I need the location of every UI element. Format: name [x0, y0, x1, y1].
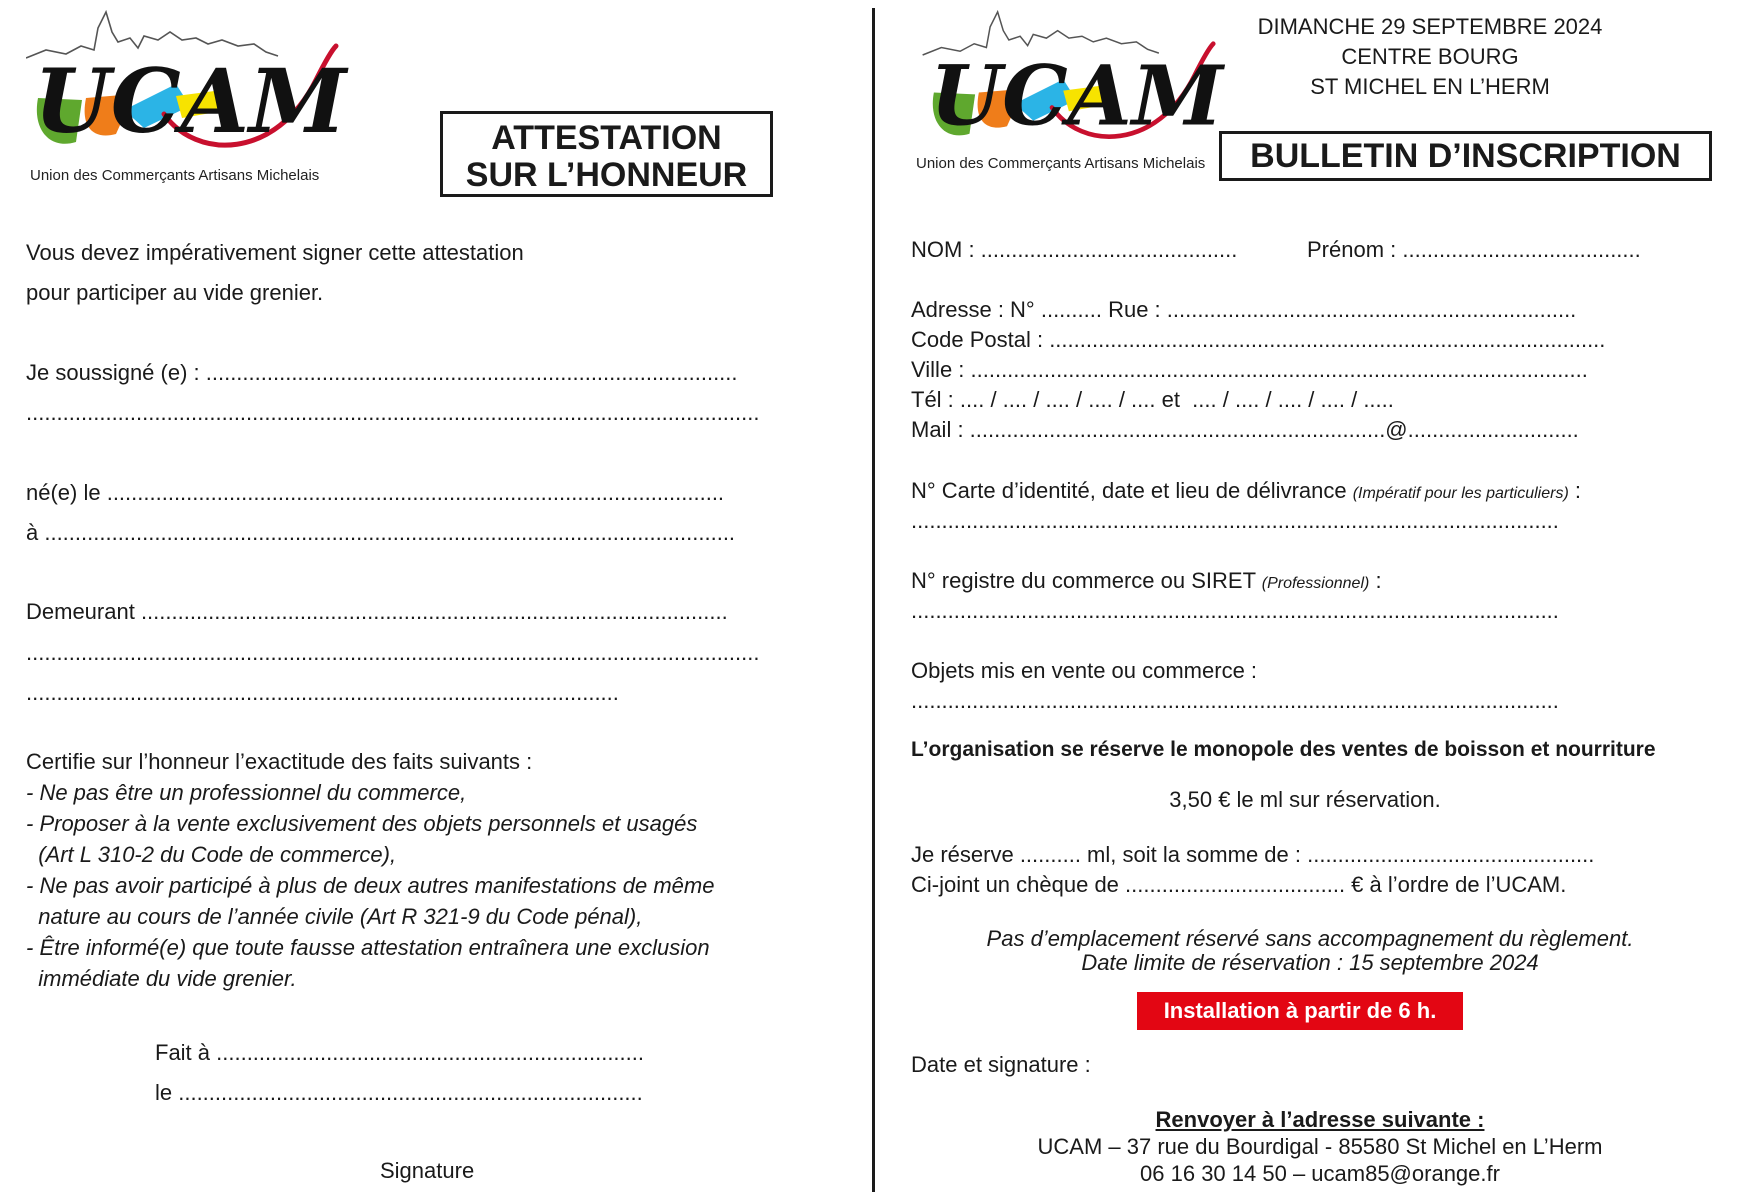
- adresse-field[interactable]: Adresse : N° .......... Rue : ...................................................................: [911, 297, 1577, 322]
- fact-2: - Proposer à la vente exclusivement des objets personnels et usagés: [26, 811, 698, 836]
- birth-date-field[interactable]: né(e) le .....................................................................................................: [26, 480, 725, 505]
- event-location-2: ST MICHEL EN L’HERM: [1310, 74, 1550, 99]
- intro-line-2: pour participer au vide grenier.: [26, 280, 324, 305]
- mail-field[interactable]: Mail : ....................................................................@............................: [911, 417, 1579, 442]
- attestation-title: [440, 111, 773, 197]
- event-date: DIMANCHE 29 SEPTEMBRE 2024: [1257, 14, 1603, 39]
- ucam-logo-right: [912, 10, 1252, 200]
- logo-caption-right: Union des Commerçants Artisans Michelais: [916, 155, 1206, 172]
- ucam-contact[interactable]: 06 16 30 14 50 – ucam85@orange.fr: [1140, 1161, 1500, 1186]
- renvoyer-heading: Renvoyer à l’adresse suivante :: [1155, 1107, 1485, 1132]
- cheque-field[interactable]: Ci-joint un chèque de .................................... € à l’ordre de l’UCAM.: [911, 872, 1567, 897]
- event-location-1: CENTRE BOURG: [1341, 44, 1519, 69]
- birth-place-field[interactable]: à .................................................................................................................: [26, 520, 736, 545]
- monopole-notice: L’organisation se réserve le monopole des ventes de boisson et nourriture: [911, 738, 1656, 761]
- pas-emplacement-notice: Pas d’emplacement réservé sans accompagnement du règlement.: [986, 926, 1634, 951]
- objets-field[interactable]: ..........................................................................................................: [911, 688, 1559, 713]
- ucam-logo-text-right: UCAM: [930, 48, 1224, 145]
- ucam-logo-graphic: [26, 10, 366, 170]
- registre-field[interactable]: ..........................................................................................................: [911, 598, 1559, 623]
- address-field-continued-1[interactable]: ........................................................................................................................: [26, 640, 760, 665]
- soussigne-field[interactable]: Je soussigné (e) : .......................................................................................: [26, 360, 738, 385]
- registre-text: N° registre du commerce ou SIRET: [911, 568, 1262, 593]
- ucam-logo-left: [26, 10, 366, 200]
- carte-identite-note: (Impératif pour les particuliers): [1352, 485, 1569, 502]
- nom-field[interactable]: NOM : ..........................................: [911, 237, 1238, 262]
- ucam-address: UCAM – 37 rue du Bourdigal - 85580 St Michel en L’Herm: [1037, 1134, 1603, 1159]
- fact-1: - Ne pas être un professionnel du commerce,: [26, 780, 467, 805]
- carte-identite-field[interactable]: ..........................................................................................................: [911, 508, 1559, 533]
- date-limite-notice: Date limite de réservation : 15 septembre 2024: [1081, 950, 1539, 975]
- registre-note: (Professionnel): [1261, 575, 1370, 592]
- fact-4: - Être informé(e) que toute fausse attestation entraînera une exclusion: [26, 935, 710, 960]
- date-signature-label: Date et signature :: [911, 1052, 1091, 1077]
- ucam-logo-graphic-right: [912, 10, 1252, 160]
- reserve-field[interactable]: Je réserve .......... ml, soit la somme de : ...............................................: [911, 842, 1595, 867]
- address-field[interactable]: Demeurant ................................................................................................: [26, 599, 728, 624]
- ucam-logo-text: UCAM: [34, 49, 347, 153]
- price-info: 3,50 € le ml sur réservation.: [1169, 787, 1441, 812]
- registre-label: [911, 568, 1382, 597]
- intro-line-1: Vous devez impérativement signer cette attestation: [26, 240, 524, 265]
- address-field-continued-2[interactable]: .................................................................................................: [26, 680, 619, 705]
- prenom-field[interactable]: Prénom : .......................................: [1307, 237, 1641, 262]
- tel-field[interactable]: Tél : .... / .... / .... / .... / .... et .... / .... / .... / .... / .....: [911, 387, 1394, 412]
- page-divider: [872, 8, 875, 1192]
- objets-label: Objets mis en vente ou commerce :: [911, 658, 1258, 683]
- carte-identite-label: [911, 478, 1581, 507]
- fact-4-cont: immédiate du vide grenier.: [26, 966, 297, 991]
- attestation-title-line1: ATTESTATION: [491, 119, 722, 157]
- installation-badge: Installation à partir de 6 h.: [1137, 992, 1463, 1030]
- code-postal-field[interactable]: Code Postal : ...........................................................................................: [911, 327, 1606, 352]
- certifie-heading: Certifie sur l’honneur l’exactitude des faits suivants :: [26, 749, 533, 774]
- fact-2-ref: (Art L 310-2 du Code de commerce),: [26, 842, 397, 867]
- fact-3: - Ne pas avoir participé à plus de deux autres manifestations de même: [26, 873, 715, 898]
- carte-identite-text: N° Carte d’identité, date et lieu de délivrance: [911, 478, 1353, 503]
- registre-colon: :: [1369, 568, 1382, 593]
- carte-identite-colon: :: [1568, 478, 1582, 503]
- fait-a-field[interactable]: Fait à ......................................................................: [155, 1040, 644, 1065]
- fact-3-cont: nature au cours de l’année civile (Art R 321-9 du Code pénal),: [26, 904, 643, 929]
- attestation-title-line2: SUR L’HONNEUR: [465, 156, 748, 194]
- soussigne-field-continued[interactable]: ........................................................................................................................: [26, 400, 760, 425]
- ville-field[interactable]: Ville : .....................................................................................................: [911, 357, 1588, 382]
- signature-label: Signature: [380, 1158, 475, 1183]
- logo-caption: Union des Commerçants Artisans Michelais: [30, 167, 320, 184]
- date-le-field[interactable]: le ............................................................................: [155, 1080, 643, 1105]
- bulletin-title-text: BULLETIN D’INSCRIPTION: [1250, 137, 1681, 175]
- bulletin-title: [1219, 131, 1712, 181]
